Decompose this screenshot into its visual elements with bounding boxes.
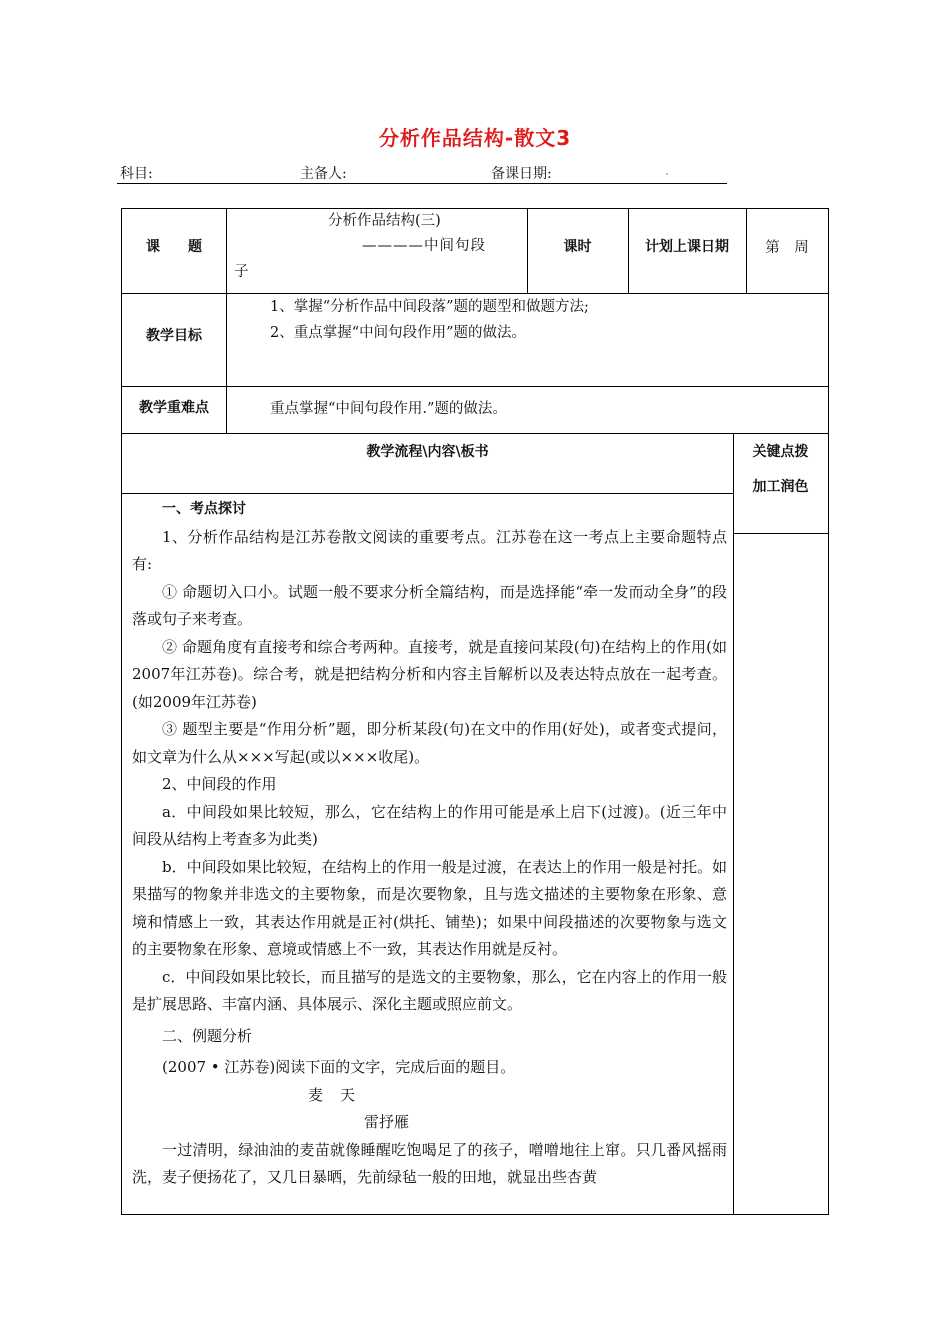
date-label: 备课日期: <box>491 166 552 182</box>
key-label: 教学重难点 <box>139 400 209 416</box>
paragraph: (2007 • 江苏卷)阅读下面的文字，完成后面的题目。 <box>162 1058 516 1076</box>
essay-author: 雷抒雁 <box>364 1113 410 1131</box>
paragraph: 一过清明，绿油油的麦苗就像睡醒吃饱喝足了的孩子，噌噌地往上窜。只几番风摇雨洗，麦子便扬花了，又几日暴晒，先前绿毡一般的田地，就显出些杏黄 <box>132 1140 727 1186</box>
paragraph: c．中间段如果比较长，而且描写的是选文的主要物象，那么，它在内容上的作用一般是扩展思路、丰富内涵、具体展示、深化主题或照应前文。 <box>132 967 727 1013</box>
section-1-heading: 一、考点探讨 <box>162 501 246 517</box>
paragraph: 2、中间段的作用 <box>162 775 277 793</box>
topic-label: 课 题 <box>146 239 202 255</box>
topic-line1: 分析作品结构(三) <box>328 213 441 229</box>
topic-line2: ————中间句段 <box>362 238 486 254</box>
paragraph: ① 命题切入口小。试题一般不要求分析全篇结构，而是选择能“牵一发而动全身”的段落或句子来考查。 <box>132 582 727 628</box>
paragraph: b．中间段如果比较短，在结构上的作用一般是过渡，在表达上的作用一般是衬托。如果描写的物象并非选文的主要物象，而是次要物象，且与选文描述的主要物象在形象、意境和情感上一致，其表达作用就是正衬(烘托、铺垫)；如果中间段描述的次要物象与选文的主要物象在形象、意境或情感上不一致，其表达作用就是反衬。 <box>132 857 727 958</box>
page-title: 分析作品结构-散文3 <box>378 126 572 150</box>
side-label-1: 关键点拨 <box>752 444 809 460</box>
goal-1: 1、掌握“分析作品中间段落”题的题型和做题方法; <box>270 299 589 315</box>
essay-title: 麦 天 <box>308 1085 357 1104</box>
lesson-table <box>121 208 829 1215</box>
plan-date-label: 计划上课日期 <box>645 239 729 255</box>
paragraph: 1、分析作品结构是江苏卷散文阅读的重要考点。江苏卷在这一考点上主要命题特点有: <box>132 527 727 573</box>
topic-line3: 子 <box>234 264 249 280</box>
side-label-2: 加工润色 <box>752 479 809 495</box>
preparer-label: 主备人: <box>300 166 347 182</box>
flow-label: 教学流程\内容\板书 <box>366 444 489 460</box>
paragraph: ③ 题型主要是“作用分析”题，即分析某段(句)在文中的作用(好处)，或者变式提问，如文章为什么从×××写起(或以×××收尾)。 <box>132 720 727 766</box>
paragraph: a．中间段如果比较短，那么，它在结构上的作用可能是承上启下(过渡)。(近三年中间段从结构上考查多为此类) <box>132 802 727 848</box>
goals-label: 教学目标 <box>146 328 202 344</box>
meta-line <box>117 163 727 184</box>
lesson-content <box>132 496 727 1192</box>
week-label: 第 周 <box>765 240 809 256</box>
key-text: 重点掌握“中间句段作用.”题的做法。 <box>270 401 507 417</box>
section-2-heading: 二、例题分析 <box>162 1026 253 1045</box>
subject-label: 科目: <box>120 166 153 182</box>
date-dot: . <box>665 163 670 179</box>
goal-2: 2、重点掌握“中间句段作用”题的做法。 <box>270 325 527 341</box>
paragraph: ② 命题角度有直接考和综合考两种。直接考，就是直接问某段(句)在结构上的作用(如2007年江苏卷)。综合考，就是把结构分析和内容主旨解析以及表达特点放在一起考查。(如2009年江苏卷) <box>132 637 727 711</box>
period-label: 课时 <box>563 239 592 255</box>
